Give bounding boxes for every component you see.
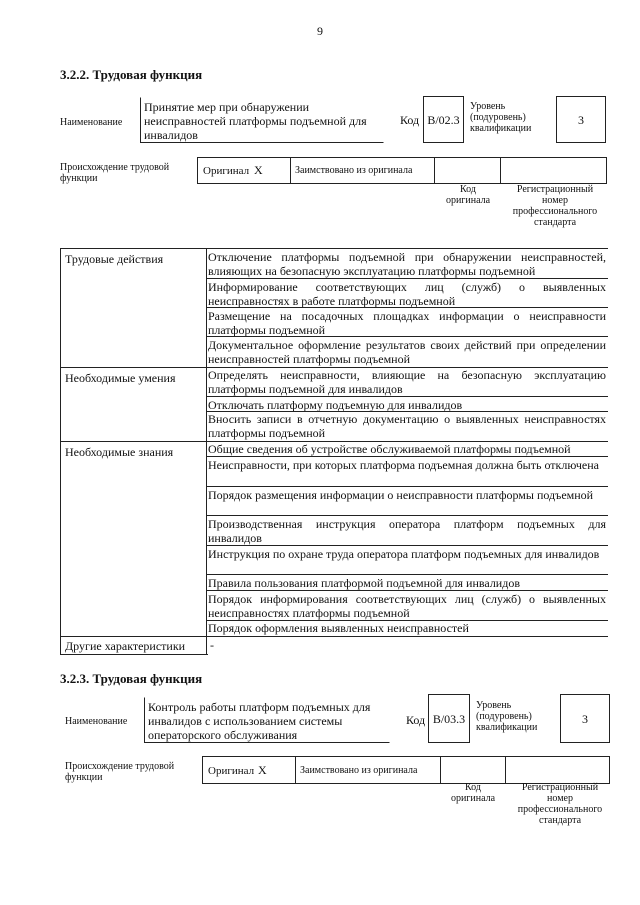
table-row: Размещение на посадочных площадках информации о неисправности платформы подъемной bbox=[208, 309, 606, 337]
table-row: Порядок размещения информации о неисправности платформы подъемной bbox=[208, 488, 594, 502]
table-row: Инструкция по охране труда оператора платформ подъемных для инвалидов bbox=[208, 547, 600, 561]
section-heading: 3.2.2. Трудовая функция bbox=[60, 67, 203, 82]
name-label: Наименование bbox=[60, 117, 123, 128]
page-number: 9 bbox=[317, 24, 323, 38]
code-value: В/02.3 bbox=[423, 96, 464, 143]
original-label: Оригинал bbox=[208, 765, 255, 777]
table-row: Вносить записи в отчетную документацию о выявленных неисправностях платформы подъемной bbox=[208, 412, 606, 440]
table-row: Определять неисправности, влияющие на безопасную эксплуатацию платформы подъемной для инвалидов bbox=[208, 368, 606, 396]
level-value: 3 bbox=[556, 96, 606, 143]
code-value: В/03.3 bbox=[428, 694, 470, 743]
level-value: 3 bbox=[560, 694, 610, 743]
borrowed-label: Заимствовано из оригинала bbox=[295, 165, 413, 176]
table-row: Правила пользования платформой подъемной для инвалидов bbox=[208, 576, 520, 590]
original-mark: X bbox=[258, 763, 267, 777]
table-row: Порядок информирования соответствующих лиц (служб) о выявленных неисправностях платформы подъемной bbox=[208, 592, 606, 620]
table-row: Неисправности, при которых платформа подъемная должна быть отключена bbox=[208, 458, 599, 472]
origin-label: Происхождение трудовой функции bbox=[65, 761, 175, 783]
function-name: Контроль работы платформ подъемных для инвалидов с использованием системы операторского обслуживания bbox=[144, 697, 390, 743]
table-row: Отключение платформы подъемной при обнаружении неисправностей, влияющих на безопасную эксплуатацию платформы подъемной bbox=[208, 250, 606, 278]
level-label: Уровень (подуровень) квалификации bbox=[470, 101, 532, 134]
table-row: - bbox=[210, 638, 214, 652]
code-label: Код bbox=[400, 113, 420, 127]
function-name: Принятие мер при обнаружении неисправностей платформы подъемной для инвалидов bbox=[140, 97, 384, 143]
table-row: Общие сведения об устройстве обслуживаемой платформы подъемной bbox=[208, 442, 571, 456]
name-label: Наименование bbox=[65, 716, 128, 727]
group-label-other: Другие характеристики bbox=[65, 639, 186, 653]
table-row: Документальное оформление результатов своих действий при определении неисправностей платформы подъемной bbox=[208, 338, 606, 366]
group-label-knowledge: Необходимые знания bbox=[65, 445, 174, 459]
group-label-skills: Необходимые умения bbox=[65, 371, 176, 385]
original-label: Оригинал bbox=[203, 165, 250, 177]
code-label: Код bbox=[406, 713, 426, 727]
origin-label: Происхождение трудовой функции bbox=[60, 162, 170, 184]
origin-code-label: Код оригинала bbox=[450, 782, 496, 804]
table-row: Порядок оформления выявленных неисправностей bbox=[208, 621, 469, 635]
original-mark: X bbox=[254, 163, 263, 177]
table-row: Информирование соответствующих лиц (служб) о выявленных неисправностях в работе платформы подъемной bbox=[208, 280, 606, 308]
reg-number-label: Регистрационный номер профессионального стандарта bbox=[512, 184, 598, 228]
group-label-actions: Трудовые действия bbox=[65, 252, 164, 266]
table-row: Отключать платформу подъемную для инвалидов bbox=[208, 398, 463, 412]
level-label: Уровень (подуровень) квалификации bbox=[476, 700, 538, 733]
table-row: Производственная инструкция оператора платформ подъемных для инвалидов bbox=[208, 517, 606, 545]
section-heading: 3.2.3. Трудовая функция bbox=[60, 671, 203, 686]
borrowed-label: Заимствовано из оригинала bbox=[300, 765, 418, 776]
origin-code-label: Код оригинала bbox=[445, 184, 491, 206]
reg-number-label: Регистрационный номер профессионального стандарта bbox=[517, 782, 603, 826]
